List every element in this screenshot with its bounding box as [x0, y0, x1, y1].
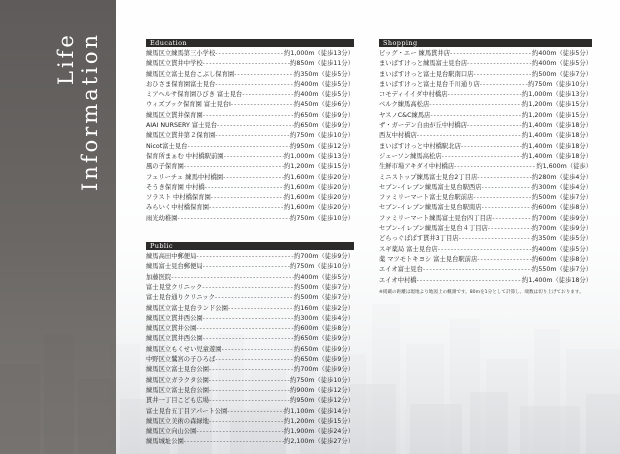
leader-dots [467, 121, 522, 131]
list-item [146, 49, 354, 59]
sidebar [0, 0, 116, 454]
facility-name: みらいく中村橋保育園 [146, 204, 209, 212]
facility-distance: 約950m（徒歩12分） [290, 142, 354, 150]
list-item [146, 203, 354, 213]
facility-name: 練馬区立富士見台こぶし保育園 [146, 70, 235, 78]
right-column [379, 39, 592, 296]
facility-distance: 約1,400m（徒歩18分） [522, 132, 592, 140]
facility-name: ファミリーマート富士見台駅前店 [379, 194, 474, 202]
list-item [379, 193, 592, 203]
facility-name: ウィズブック保育園 富士見台Ⅰ [146, 101, 231, 109]
list-item [379, 245, 592, 255]
leader-dots [209, 203, 284, 213]
facility-distance: 約1,200m（徒歩15分） [522, 101, 592, 109]
shopping-header: Shopping [379, 39, 592, 47]
list-item [146, 437, 354, 447]
facility-distance: 約700m（徒歩9分） [294, 366, 354, 374]
leader-dots [417, 276, 522, 286]
list-item [379, 121, 592, 131]
leader-dots [217, 121, 294, 131]
facility-name: フェリーチェ 練馬中村橋園 [146, 173, 224, 181]
facility-name: ビッグ・エー 練馬貫井店 [379, 50, 451, 57]
facility-name: 生鮮市場アキダイ中村橋店 [379, 163, 455, 171]
public-header: Public [146, 242, 354, 250]
leader-dots [215, 49, 284, 59]
leader-dots [211, 193, 284, 203]
facility-distance: 約900m（徒歩12分） [290, 386, 354, 394]
list-item [146, 183, 354, 193]
facility-distance: 約450m（徒歩6分） [294, 101, 354, 109]
facility-distance: 約400m（徒歩5分） [294, 273, 354, 281]
facility-name: セブン-イレブン練馬富士見台駅南店 [379, 204, 482, 212]
list-item [379, 173, 592, 183]
leader-dots [209, 417, 284, 427]
leader-dots [438, 245, 532, 255]
public-list [146, 252, 354, 448]
leader-dots [454, 162, 536, 172]
facility-name: セブン-イレブン練馬富士見台４丁目店 [379, 225, 488, 233]
leader-dots [447, 90, 522, 100]
facility-distance: 約350m（徒歩5分） [532, 235, 592, 243]
list-item [146, 293, 354, 303]
leader-dots [227, 407, 284, 417]
leader-dots [480, 80, 528, 90]
facility-name: 練馬区立貫井西公園 [146, 314, 203, 322]
list-item [146, 376, 354, 386]
leader-dots [231, 100, 294, 110]
facility-distance: 約650m（徒歩9分） [294, 345, 354, 353]
list-item [379, 49, 592, 59]
leader-dots [215, 355, 294, 365]
facility-distance: 約1,200m（徒歩15分） [284, 417, 354, 425]
facility-name: 練馬区立美術の森緑地 [146, 417, 209, 425]
leader-dots [222, 345, 294, 355]
list-item [146, 324, 354, 334]
facility-distance: 約1,900m（徒歩24分） [284, 428, 354, 436]
facility-distance: 約500m（徒歩7分） [294, 294, 354, 302]
list-item [379, 214, 592, 224]
facility-distance: 約2,100m（徒歩27分） [284, 438, 354, 446]
facility-name: ヤスノC&C練馬店 [379, 111, 431, 119]
list-item [379, 131, 592, 141]
list-item [146, 142, 354, 152]
leader-dots [473, 70, 532, 80]
facility-name: 練馬区立向山公園 [146, 428, 197, 436]
leader-dots [171, 273, 294, 283]
list-item [146, 59, 354, 69]
facility-distance: 約350m（徒歩5分） [294, 70, 354, 78]
facility-distance: 約280m（徒歩4分） [532, 173, 592, 181]
list-item [379, 183, 592, 193]
facility-name: 富士見台通りクリニック [146, 294, 215, 302]
facility-distance: 約700m（徒歩9分） [532, 225, 592, 233]
leader-dots [205, 183, 284, 193]
list-item [146, 365, 354, 375]
list-item [379, 265, 592, 275]
leader-dots [203, 262, 290, 272]
education-header: Education [146, 39, 354, 47]
leader-dots [442, 152, 522, 162]
leader-dots [215, 293, 294, 303]
education-list [146, 49, 354, 224]
facility-distance: 約1,600m（徒歩20分） [284, 173, 354, 181]
list-item [379, 142, 592, 152]
facility-distance: 約300m（徒歩4分） [532, 183, 592, 191]
leader-dots [209, 396, 290, 406]
list-item [146, 427, 354, 437]
facility-distance: 約650m（徒歩9分） [294, 335, 354, 343]
facility-distance: 約600m（徒歩8分） [294, 325, 354, 333]
list-item [146, 173, 354, 183]
leader-dots [196, 427, 284, 437]
facility-distance: 約750m（徒歩10分） [290, 132, 354, 140]
facility-name: 練馬区立貫井保育園 [146, 111, 203, 119]
list-item [146, 314, 354, 324]
facility-distance: 約300m（徒歩4分） [294, 314, 354, 322]
facility-name: コモディイイダ中村橋店 [379, 91, 448, 99]
facility-distance: 約1,000m（徒歩13分） [522, 91, 592, 99]
facility-distance: 約700m（徒歩9分） [294, 253, 354, 261]
facility-name: ソラスト 中村橋保育園 [146, 194, 211, 202]
list-item [379, 70, 592, 80]
list-item [146, 283, 354, 293]
list-item [146, 111, 354, 121]
facility-name: 練馬区立貫井中学校 [146, 60, 203, 68]
leader-dots [209, 376, 290, 386]
list-item [146, 70, 354, 80]
facility-name: 西友中村橋店 [379, 132, 417, 140]
leader-dots [450, 49, 532, 59]
list-item [379, 255, 592, 265]
facility-distance: 約550m（徒歩7分） [532, 266, 592, 274]
list-item [146, 417, 354, 427]
leader-dots [430, 111, 522, 121]
facility-name: ザ・ガーデン自由が丘中村橋店 [379, 122, 468, 130]
facility-name: 貫井一丁目こども広場 [146, 397, 209, 405]
list-item [146, 345, 354, 355]
facility-name: まいばすけっと練馬富士見台店 [379, 60, 468, 68]
list-item [146, 131, 354, 141]
facility-name: まいばすけっと富士見台駅南口店 [379, 70, 474, 78]
list-item [146, 304, 354, 314]
list-item [379, 80, 592, 90]
leader-dots [242, 90, 294, 100]
facility-name: 練馬区立ガラクタ公園 [146, 376, 209, 384]
list-item [146, 386, 354, 396]
list-item [379, 203, 592, 213]
facility-name: ベルク練馬高松店 [379, 101, 430, 109]
leader-dots [459, 234, 532, 244]
facility-name: 加藤医院 [146, 273, 172, 281]
list-item [146, 355, 354, 365]
facility-name: まいばすけっと中村橋駅北店 [379, 142, 461, 150]
facility-name: 中野区立鷺宮の子ひろば [146, 356, 216, 364]
leader-dots [492, 214, 532, 224]
facility-distance: 約750m（徒歩10分） [290, 263, 354, 271]
list-item [146, 121, 354, 131]
list-item [146, 214, 354, 224]
facility-distance: 約400m（徒歩5分） [532, 60, 592, 68]
facility-name: おひさま保育園富士見台 [146, 80, 216, 88]
leader-dots [473, 193, 532, 203]
facility-distance: 約850m（徒歩11分） [290, 60, 354, 68]
facility-name: Nicot富士見台 [146, 142, 188, 150]
leader-dots [223, 173, 284, 183]
facility-distance: 約1,600m（徒歩） [536, 163, 592, 171]
facility-distance: 約750m（徒歩10分） [290, 376, 354, 384]
leader-dots [187, 142, 290, 152]
facility-distance: 約1,600m（徒歩20分） [284, 204, 354, 212]
distance-note: ※掲載の距離は現地より地図上の概測です。80mを1分として計算し、端数は切り上げております。 [379, 289, 584, 295]
facility-name: セブン-イレブン練馬富士見台駅西店 [379, 183, 482, 191]
list-item [146, 80, 354, 90]
facility-name: 練馬区立もくせい児童遊園 [146, 345, 222, 353]
facility-distance: 約950m（徒歩12分） [290, 397, 354, 405]
leader-dots [202, 283, 294, 293]
facility-name: 練馬城址公園 [146, 438, 184, 446]
leader-dots [203, 111, 294, 121]
leader-dots [196, 324, 294, 334]
facility-name: 練馬区立富士見台公園 [146, 366, 209, 374]
facility-distance: 約1,000m（徒歩13分） [284, 50, 354, 57]
list-item [146, 262, 354, 272]
leader-dots [477, 173, 532, 183]
shopping-list [379, 49, 592, 286]
facility-distance: 約400m（徒歩5分） [294, 80, 354, 88]
facility-name: ジェーソン練馬高松店 [379, 152, 442, 160]
leader-dots [209, 386, 290, 396]
list-item [146, 193, 354, 203]
facility-name: 練馬富士見台郵便局 [146, 263, 203, 271]
facility-distance: 約160m（徒歩2分） [294, 304, 354, 312]
facility-distance: 約600m（徒歩8分） [532, 255, 592, 263]
facility-name: ミアヘルサ保育園ひびき 富士見台 [146, 91, 243, 99]
leader-dots [184, 437, 284, 447]
leader-dots [215, 80, 294, 90]
facility-name: 薬 マツモトキヨシ 富士見台駅前店 [379, 255, 478, 263]
facility-name: 練馬区立富士見台ランド公園 [146, 304, 228, 312]
facility-name: スギ薬局 富士見台店 [379, 245, 438, 253]
list-item [146, 162, 354, 172]
leader-dots [224, 152, 284, 162]
list-item [379, 276, 592, 286]
facility-distance: 約1,400m（徒歩18分） [522, 152, 592, 160]
facility-name: 練馬区立貫井第２保育園 [146, 132, 216, 140]
facility-name: 練馬区立富士見台公園 [146, 386, 209, 394]
left-column [146, 39, 354, 448]
facility-name: まいばすけっと富士見台千川通り店 [379, 80, 480, 88]
facility-distance: 約1,400m（徒歩18分） [522, 142, 592, 150]
leader-dots [429, 100, 522, 110]
list-item [379, 234, 592, 244]
facility-distance: 約500m（徒歩7分） [294, 283, 354, 291]
facility-name: ミニストップ練馬富士見台2丁目店 [379, 173, 478, 181]
leader-dots [488, 224, 532, 234]
list-item [146, 100, 354, 110]
leader-dots [482, 203, 533, 213]
facility-distance: 約1,400m（徒歩18分） [522, 276, 592, 284]
leader-dots [228, 304, 294, 314]
list-item [379, 111, 592, 121]
facility-name: ファミリーマート練馬富士見台四丁目店 [379, 214, 493, 222]
leader-dots [234, 70, 294, 80]
facility-name: 練馬高田中郵便局 [146, 253, 197, 261]
list-item [379, 59, 592, 69]
leader-dots [467, 59, 532, 69]
list-item [146, 407, 354, 417]
leader-dots [184, 162, 284, 172]
facility-distance: 約400m（徒歩5分） [532, 50, 592, 57]
leader-dots [461, 142, 522, 152]
sidebar-title: Life Information [54, 32, 102, 192]
facility-distance: 約750m（徒歩10分） [290, 214, 354, 222]
leader-dots [482, 183, 533, 193]
facility-distance: 約1,400m（徒歩18分） [522, 122, 592, 130]
list-item [146, 396, 354, 406]
facility-distance: 約600m（徒歩8分） [532, 204, 592, 212]
leader-dots [203, 59, 290, 69]
list-item [379, 224, 592, 234]
facility-distance: 約650m（徒歩9分） [294, 356, 354, 364]
facility-distance: 約750m（徒歩10分） [528, 80, 592, 88]
facility-name: 練馬区立貫井西公園 [146, 335, 203, 343]
list-item [379, 100, 592, 110]
facility-name: 練馬区立貫井公園 [146, 325, 197, 333]
facility-name: 富士見台五丁目アパート公園 [146, 407, 228, 415]
list-item [146, 90, 354, 100]
facility-name: 練馬区立練馬第三小学校 [146, 50, 216, 57]
leader-dots [423, 265, 532, 275]
list-item [146, 152, 354, 162]
list-item [379, 90, 592, 100]
leader-dots [177, 214, 290, 224]
leader-dots [203, 334, 294, 344]
facility-name: 風の子保育園 [146, 163, 184, 171]
leader-dots [477, 255, 532, 265]
facility-name: 富士見堂クリニック [146, 283, 203, 291]
facility-distance: 約400m（徒歩5分） [294, 91, 354, 99]
facility-distance: 約1,100m（徒歩14分） [284, 407, 354, 415]
facility-name: 保育所まぁむ 中村橋駅前園 [146, 152, 224, 160]
leader-dots [203, 314, 294, 324]
leader-dots [209, 365, 294, 375]
facility-distance: 約500m（徒歩7分） [532, 70, 592, 78]
leader-dots [215, 131, 290, 141]
list-item [146, 273, 354, 283]
facility-distance: 約1,600m（徒歩20分） [284, 183, 354, 191]
facility-name: 雨光幼稚園 [146, 214, 178, 222]
facility-name: エイオ富士見台 [379, 266, 423, 274]
facility-distance: 約1,000m（徒歩13分） [284, 152, 354, 160]
list-item [146, 334, 354, 344]
facility-name: そうき保育園 中村橋 [146, 183, 205, 191]
list-item [146, 252, 354, 262]
facility-distance: 約500m（徒歩7分） [532, 194, 592, 202]
list-item [379, 152, 592, 162]
facility-distance: 約400m（徒歩5分） [532, 245, 592, 253]
facility-distance: 約700m（徒歩9分） [532, 214, 592, 222]
leader-dots [196, 252, 294, 262]
facility-name: どらっぐぱぱす貫井3丁目店 [379, 235, 459, 243]
facility-name: エイオ中村橋 [379, 276, 417, 284]
facility-distance: 約650m（徒歩9分） [294, 111, 354, 119]
facility-name: AIAI NURSERY 富士見台 [146, 122, 218, 130]
facility-distance: 約650m（徒歩9分） [294, 122, 354, 130]
facility-distance: 約1,200m（徒歩15分） [284, 163, 354, 171]
facility-distance: 約1,200m（徒歩15分） [522, 111, 592, 119]
leader-dots [417, 131, 522, 141]
facility-distance: 約1,600m（徒歩20分） [284, 194, 354, 202]
list-item [379, 162, 592, 172]
